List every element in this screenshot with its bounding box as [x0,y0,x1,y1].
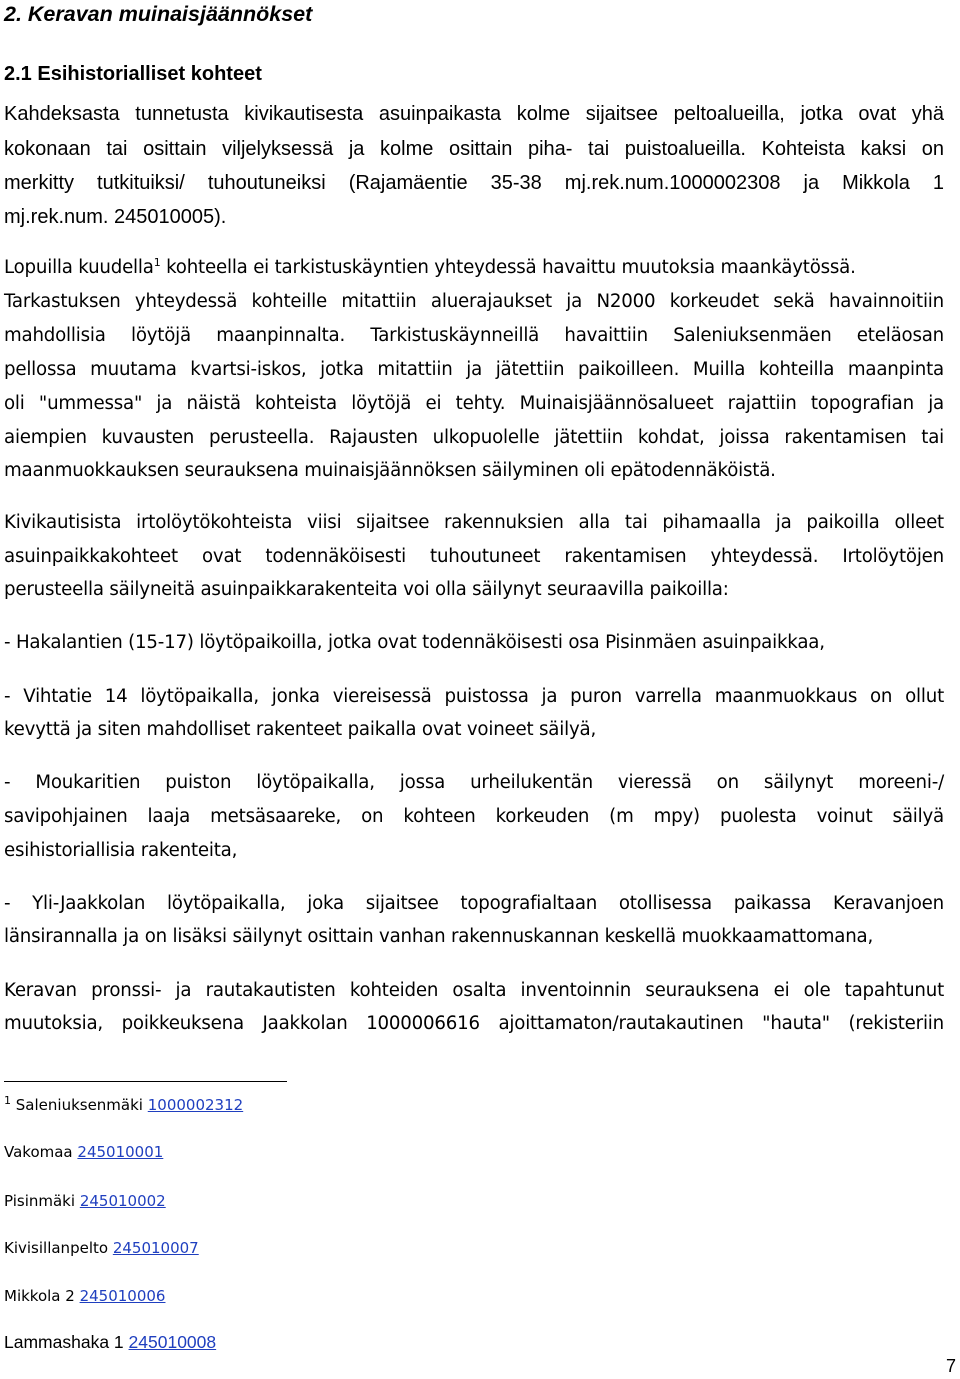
footnote-link[interactable]: 245010001 [77,1143,164,1161]
list-item: - Yli-Jaakkolan löytöpaikalla, joka sijaitsee topografialtaan otollisessa paikassa Keravanjoen [4,893,944,914]
footnote-link[interactable]: 245010002 [79,1192,166,1210]
list-item: - Vihtatie 14 löytöpaikalla, jonka viereisessä puistossa ja puron varrella maanmuokkaus on ollut [4,686,944,707]
footnote-entry [4,1287,165,1305]
footnote-link[interactable]: 245010006 [79,1287,166,1305]
list-item-continuation: esihistoriallisia rakenteita, [4,840,238,861]
paragraph-2-first-line [4,257,856,278]
list-item-continuation: länsirannalla ja on lisäksi säilynyt osittain vanhan rakennuskannan keskellä muokkaamattomana, [4,926,874,947]
footnote-site-name: Pisinmäki [4,1192,76,1210]
footnote-separator [4,1081,287,1082]
paragraph-4-line: muutoksia, poikkeuksena Jaakkolan 1000006616 ajoittamaton/rautakautinen "hauta" (rekisteriin [4,1013,944,1034]
paragraph-2-line: maanmuokkauksen seurauksena muinaisjäännöksen säilyminen oli epätodennäköistä. [4,460,776,481]
page-number: 7 [945,1356,956,1376]
footnote-entry [4,1143,163,1161]
paragraph-3-line: asuinpaikkakohteet ovat todennäköisesti tuhoutuneet rakentamisen yhteydessä. Irtolöytöjen [4,546,944,567]
footnote-reference[interactable]: 1 [153,255,161,269]
footnote-site-name: Mikkola 2 [4,1287,75,1305]
footnote-entry [4,1332,216,1353]
list-item: - Hakalantien (15-17) löytöpaikoilla, jotka ovat todennäköisesti osa Pisinmäen asuinpaikkaa, [4,632,825,653]
paragraph-2-line: Tarkastuksen yhteydessä kohteille mitattiin aluerajaukset ja N2000 korkeudet sekä havainnoitiin [4,291,944,312]
footnote-link[interactable]: 245010007 [112,1239,199,1257]
section-heading: 2.1 Esihistorialliset kohteet [4,63,262,85]
footnote-site-name: Saleniuksenmäki [15,1096,143,1114]
paragraph-1-line: kokonaan tai osittain viljelyksessä ja kolme osittain piha- tai puistoalueilla. Kohteista kaksi on [4,138,944,160]
footnote-link[interactable]: 1000002312 [147,1096,244,1114]
paragraph-1-line: merkitty tutkituiksi/ tuhoutuneiksi (Rajamäentie 35-38 mj.rek.num.1000002308 ja Mikkola 1 [4,172,944,194]
paragraph-4-line: Keravan pronssi- ja rautakautisten kohteiden osalta inventoinnin seurauksena ei ole tapahtunut [4,980,944,1001]
footnote-link[interactable]: 245010008 [128,1332,217,1352]
footnote-site-name: Kivisillanpelto [4,1239,109,1257]
list-item: - Moukaritien puiston löytöpaikalla, jossa urheilukentän vieressä on säilynyt moreeni-/ [4,772,944,793]
footnote-site-name: Lammashaka 1 [4,1332,124,1352]
paragraph-3-line: Kivikautisista irtolöytökohteista viisi sijaitsee rakennuksien alla tai pihamaalla ja paikoilla olleet [4,512,944,533]
paragraph-2-line: oli "ummessa" ja näistä kohteista löytöjä ei tehty. Muinaisjäännösalueet rajattiin topografian ja [4,393,944,414]
paragraph-2-line: pellossa muutama kvartsi-iskos, jotka mitattiin ja jätettiin paikoilleen. Muilla kohteilla maanpinta [4,359,944,380]
paragraph-2-text: Lopuilla kuudella [4,257,154,278]
footnote-mark: 1 [4,1094,11,1107]
paragraph-2-line: mahdollisia löytöjä maanpinnalta. Tarkistuskäynneillä havaittiin Saleniuksenmäen eteläosan [4,325,944,346]
chapter-heading: 2. Keravan muinaisjäännökset [4,2,313,26]
list-item-continuation: savipohjainen laaja metsäsaareke, on kohteen korkeuden (m mpy) puolesta voinut säilyä [4,806,944,827]
paragraph-1-line: mj.rek.num. 245010005). [4,206,227,228]
footnote-site-name: Vakomaa [4,1143,73,1161]
paragraph-1-line: Kahdeksasta tunnetusta kivikautisesta asuinpaikasta kolme sijaitsee peltoalueilla, jotka ovat yhä [4,103,944,125]
footnote-entry [4,1239,199,1257]
list-item-continuation: kevyttä ja siten mahdolliset rakenteet paikalla ovat voineet säilyä, [4,719,597,740]
paragraph-2-line: aiempien kuvausten perusteella. Rajausten ulkopuolelle jätettiin kohdat, joissa rakentamisen tai [4,427,944,448]
footnote-entry [4,1096,243,1114]
paragraph-3-line: perusteella säilyneitä asuinpaikkarakenteita voi olla säilynyt seuraavilla paikoilla: [4,579,729,600]
paragraph-2-text: kohteella ei tarkistuskäyntien yhteydessä havaittu muutoksia maankäytössä. [160,257,856,278]
footnote-entry [4,1192,166,1210]
